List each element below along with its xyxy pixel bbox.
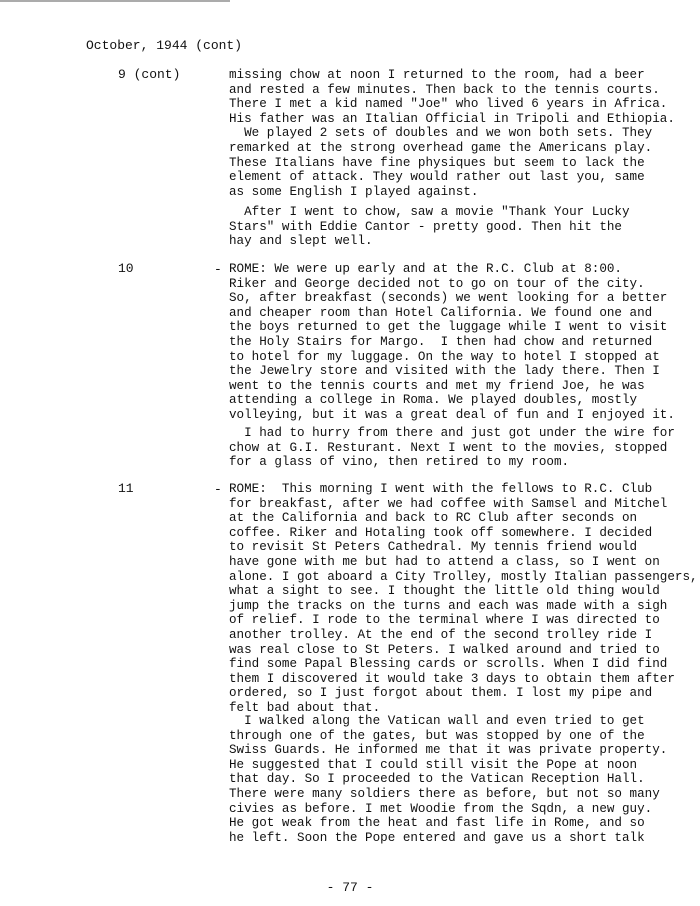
entry-paragraph [229, 262, 675, 423]
text-line: His father was an Italian Official in Tripoli and Ethiopia. [229, 111, 675, 126]
entry-date-label: 10 [118, 261, 134, 276]
text-line: that day. So I proceeded to the Vatican Reception Hall. [229, 772, 645, 787]
entry-paragraph [229, 68, 675, 199]
text-line: He suggested that I could still visit the Pope at noon [229, 757, 638, 772]
text-line: felt bad about that. [229, 700, 381, 715]
text-line: coffee. Riker and Hotaling took off somewhere. I decided [229, 525, 653, 540]
text-line: ROME: This morning I went with the fellows to R.C. Club [229, 482, 653, 496]
text-line: went to the tennis courts and met my friend Joe, he was [229, 378, 645, 393]
text-line: through one of the gates, but was stopped by one of the [229, 728, 645, 743]
text-line: There were many soldiers there as before, but not so many [229, 786, 660, 801]
text-line: and rested a few minutes. Then back to the tennis courts. [229, 82, 660, 97]
text-line: to revisit St Peters Cathedral. My tennis friend would [229, 540, 638, 555]
text-line: There I met a kid named "Joe" who lived 6 years in Africa. [229, 97, 668, 112]
text-line: I had to hurry from there and just got under the wire for [229, 426, 675, 440]
text-line: the boys returned to get the luggage while I went to visit [229, 320, 668, 335]
page-header: October, 1944 (cont) [86, 38, 243, 53]
text-line: for breakfast, after we had coffee with Samsel and Mitchel [229, 496, 668, 511]
text-line: for a glass of vino, then retired to my room. [229, 455, 570, 470]
text-line: jump the tracks on the turns and each was made with a sigh [229, 598, 668, 613]
text-line: alone. I got aboard a City Trolley, mostly Italian passengers, [229, 569, 698, 584]
text-line: the Holy Stairs for Margo. I then had chow and returned [229, 334, 653, 349]
text-line: ordered, so I just forgot about them. I lost my pipe and [229, 686, 653, 701]
text-line: missing chow at noon I returned to the room, had a beer [229, 68, 645, 82]
entry-date-label: 9 (cont) [118, 67, 181, 82]
text-line: These Italians have fine physiques but seem to lack the [229, 155, 645, 170]
text-line: attending a college in Roma. We played doubles, mostly [229, 393, 638, 408]
text-line: Riker and George decided not to go on tour of the city. [229, 276, 645, 291]
text-line: of relief. I rode to the terminal where I was directed to [229, 613, 660, 628]
text-line: Swiss Guards. He informed me that it was private property. [229, 743, 668, 758]
page-number: - 77 - [326, 880, 374, 895]
entry-paragraph [229, 426, 675, 470]
text-line: have gone with me but had to attend a class, so I went on [229, 554, 660, 569]
text-line: find some Papal Blessing cards or scrolls. When I did find [229, 657, 668, 672]
entry-dash: - [214, 262, 222, 277]
entry-dash: - [214, 482, 222, 497]
text-line: ROME: We were up early and at the R.C. Club at 8:00. [229, 262, 622, 276]
scan-edge-line [0, 0, 230, 2]
entry-paragraph [229, 482, 698, 716]
text-line: After I went to chow, saw a movie "Thank Your Lucky [229, 205, 630, 219]
text-line: to hotel for my luggage. On the way to hotel I stopped at [229, 349, 660, 364]
text-line: the Jewelry store and visited with the lady there. Then I [229, 364, 660, 379]
entry-paragraph [229, 714, 669, 845]
text-line: We played 2 sets of doubles and we won both sets. They [229, 126, 653, 141]
text-line: So, after breakfast (seconds) we went looking for a better [229, 291, 668, 306]
text-line: remarked at the strong overhead game the Americans play. [229, 140, 653, 155]
text-line: what a sight to see. I thought the little old thing would [229, 584, 660, 599]
text-line: and cheaper room than Hotel California. We found one and [229, 305, 653, 320]
entry-paragraph [229, 205, 669, 249]
text-line: hay and slept well. [229, 234, 373, 249]
entry-date-label: 11 [118, 481, 134, 496]
text-line: them I discovered it would take 3 days to obtain them after [229, 671, 675, 686]
text-line: I walked along the Vatican wall and even tried to get [229, 714, 645, 728]
text-line: He got weak from the heat and fast life in Rome, and so [229, 816, 645, 831]
text-line: another trolley. At the end of the second trolley ride I [229, 627, 653, 642]
text-line: he left. Soon the Pope entered and gave us a short talk [229, 830, 645, 845]
text-line: element of attack. They would rather out last you, same [229, 170, 645, 185]
text-line: as some English I played against. [229, 184, 479, 199]
text-line: was real close to St Peters. I walked around and tried to [229, 642, 660, 657]
text-line: at the California and back to RC Club after seconds on [229, 511, 638, 526]
text-line: volleying, but it was a great deal of fun and I enjoyed it. [229, 407, 675, 422]
text-line: civies as before. I met Woodie from the Sqdn, a new guy. [229, 801, 653, 816]
text-line: Stars" with Eddie Cantor - pretty good. Then hit the [229, 219, 622, 234]
text-line: chow at G.I. Resturant. Next I went to the movies, stopped [229, 440, 668, 455]
